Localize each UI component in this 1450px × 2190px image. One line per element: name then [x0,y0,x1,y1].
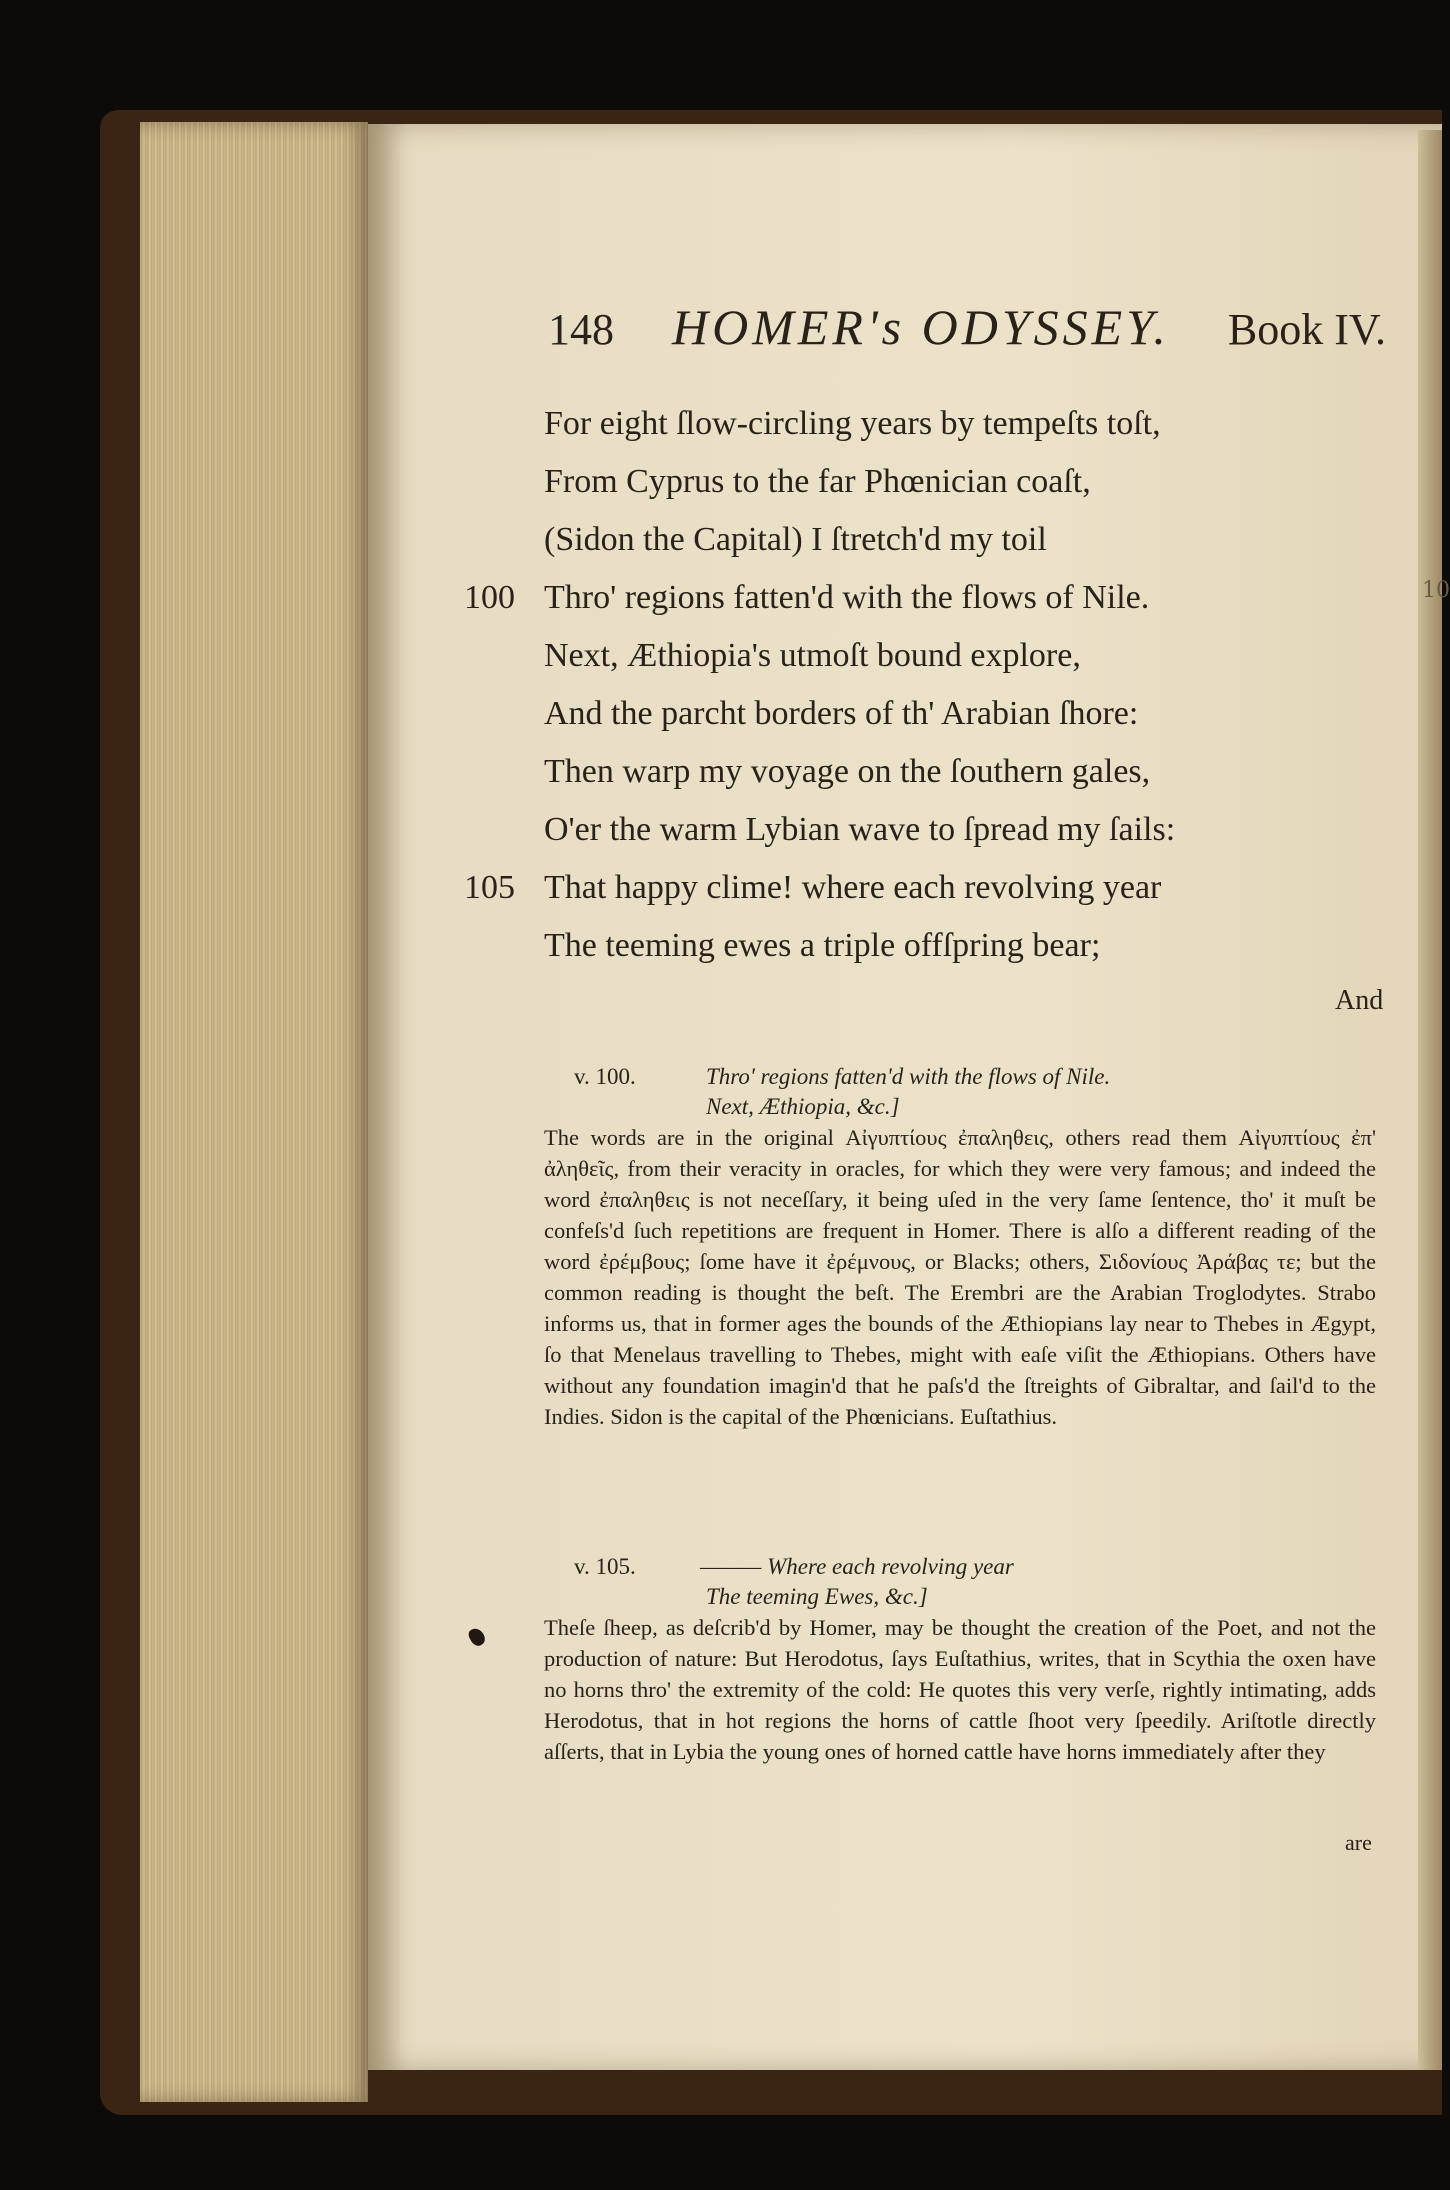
note-reference: v. 100. [574,1064,636,1089]
note-reference: v. 105. [574,1554,636,1579]
verse-line: (Sidon the Capital) I ſtretch'd my toil [544,521,1047,558]
page-number: 148 [548,305,614,354]
note-lemma: Next, Æthiopia, &c.] [706,1094,900,1119]
running-title: HOMER's ODYSSEY. [672,299,1170,355]
book-label: Book IV. [1227,305,1386,354]
verse-line: Then warp my voyage on the ſouthern gales, [544,753,1151,790]
running-head [548,298,1386,364]
note-lemma: ——— Where each revolving year [700,1554,1014,1579]
next-page-edge [1418,130,1442,2070]
verse-line: That happy clime! where each revolving year [544,869,1162,906]
verse-number: 105 [464,869,515,906]
catchword: And [1335,985,1384,1016]
notes-catchword: are [1345,1830,1372,1855]
verse-line: Thro' regions fatten'd with the flows of Nile. [544,579,1150,616]
next-page-number-fragment: 10 [1422,578,1450,603]
note-lemma: Thro' regions fatten'd with the flows of Nile. [706,1064,1111,1089]
page-stack-edge [140,122,368,2102]
note-lemma: The teeming Ewes, &c.] [706,1584,928,1609]
verse-number: 100 [464,579,515,616]
verse-line: From Cyprus to the far Phœnician coaſt, [544,463,1091,500]
verse-line: Next, Æthiopia's utmoſt bound explore, [544,637,1081,674]
verse-line: The teeming ewes a triple offſpring bear; [544,927,1101,964]
note-body: Theſe ſheep, as deſcrib'd by Homer, may be thought the creation of the Poet, and not the production of nature: But Herodotus, ſays Euſtathius, writes, that in Scythia the oxen have no horns thro' the extremity of the cold: He quotes this very verſe, rightly intimating, adds Herodotus, that in hot regions the horns of cattle ſhoot very ſpeedily. Ariſtotle directly aſſerts, that in Lybia the young ones of horned cattle have horns immediately after they [544,1615,1376,1764]
note-body: The words are in the original Αἰγυπτίους ἐπαληθεις, others read them Αἰγυπτίους ἐπ' ἀληθεῖς, from their veracity in oracles, for which they were very famous; and indeed the word ἐπαληθεις is not neceſſary, it being uſed in the very ſame ſentence, tho' it muſt be confeſs'd ſuch repetitions are frequent in Homer. There is alſo a different reading of the word ἐρέμβους; ſome have it ἐρέμνους, or Blacks; others, Σιδονίους Ἀράβας τε; but the common reading is thought the beſt. The Erembri are the Arabian Troglodytes. Strabo informs us, that in former ages the bounds of the Æthiopians lay near to Thebes in Ægypt, ſo that Menelaus travelling to Thebes, might with eaſe viſit the Æthiopians. Others have without any foundation imagin'd that he paſs'd the ſtreights of Gibraltar, and ſail'd to the Indies. Sidon is the capital of the Phœnicians. Euſtathius. [544,1125,1376,1429]
verse-line: And the parcht borders of th' Arabian ſhore: [544,695,1139,732]
verse-line: O'er the warm Lybian wave to ſpread my ſails: [544,811,1176,848]
verse-line: For eight ſlow-circling years by tempeſts toſt, [544,405,1161,442]
